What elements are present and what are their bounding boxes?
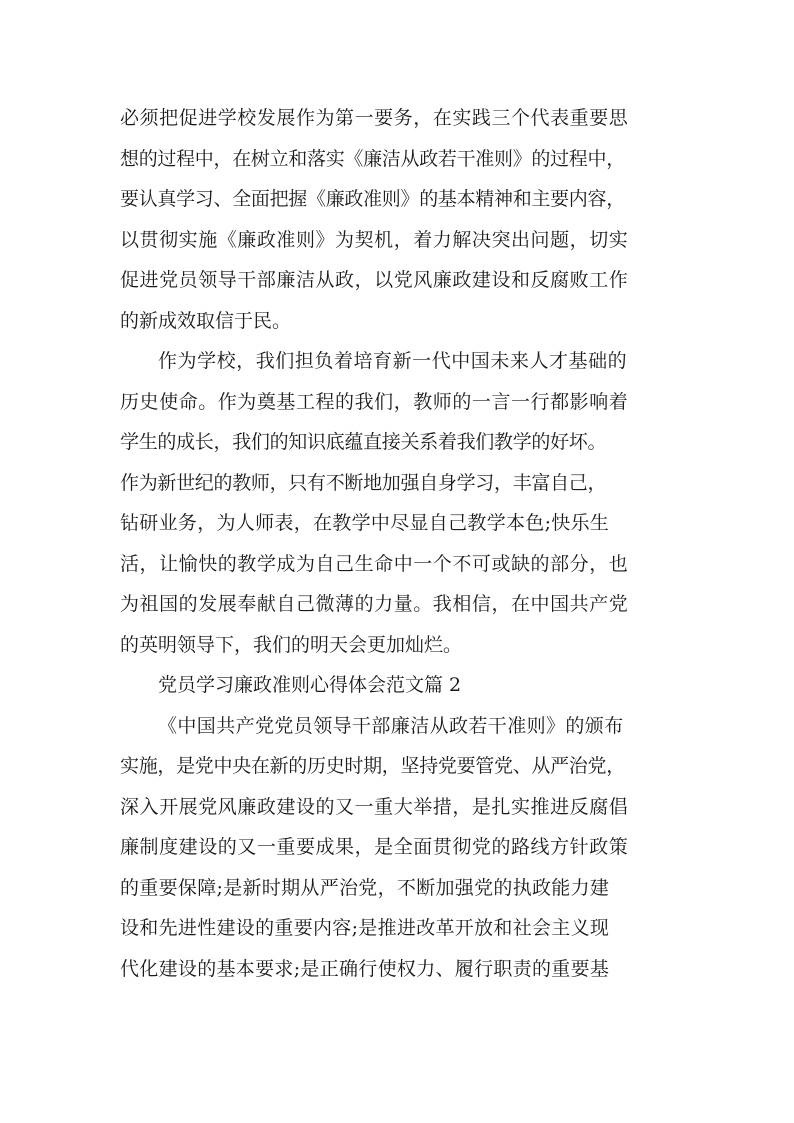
text-line: 以贯彻实施《廉政准则》为契机，着力解决突出问题，切实 (120, 228, 629, 251)
text-line: 活，让愉快的教学成为自己生命中一个不可或缺的部分，也 (120, 552, 629, 575)
text-line: 实施，是党中央在新的历史时期，坚持党要管党、从严治党， (120, 755, 625, 777)
text-line: 学生的成长，我们的知识底蕴直接关系着我们教学的好坏。 (120, 431, 607, 453)
text-line: 作为学校，我们担负着培育新一代中国未来人才基础的 (158, 350, 628, 372)
text-line: 历史使命。作为奠基工程的我们，教师的一言一行都影响着 (120, 390, 629, 413)
text-line: 促进党员领导干部廉洁从政，以党风廉政建设和反腐败工作 (120, 269, 629, 291)
text-line: 要认真学习、全面把握《廉政准则》的基本精神和主要内容， (120, 188, 625, 210)
section-heading: 党员学习廉政准则心得体会范文篇 2 (158, 674, 462, 696)
text-line: 设和先进性建设的重要内容;是推进改革开放和社会主义现 (120, 917, 610, 939)
document-body (120, 98, 680, 989)
text-line: 作为新世纪的教师，只有不断地加强自身学习，丰富自己， (120, 471, 607, 494)
text-line: 《中国共产党党员领导干部廉洁从政若干准则》的颁布 (158, 714, 624, 737)
text-line: 的重要保障;是新时期从严治党，不断加强党的执政能力建 (120, 876, 610, 899)
text-line: 必须把促进学校发展作为第一要务，在实践三个代表重要思 (120, 107, 629, 129)
text-line: 的新成效取信于民。 (120, 309, 292, 332)
text-line: 廉制度建设的又一重要成果，是全面贯彻党的路线方针政策 (120, 836, 629, 858)
text-line: 为祖国的发展奉献自己微薄的力量。我相信，在中国共产党 (120, 593, 629, 615)
text-line: 钻研业务，为人师表，在教学中尽显自己教学本色;快乐生 (120, 512, 610, 534)
text-line: 代化建设的基本要求;是正确行使权力、履行职责的重要基 (120, 957, 610, 980)
text-line: 想的过程中，在树立和落实《廉洁从政若干准则》的过程中， (120, 147, 625, 170)
text-line: 的英明领导下，我们的明天会更加灿烂。 (120, 633, 463, 656)
text-line: 深入开展党风廉政建设的又一重大举措，是扎实推进反腐倡 (120, 795, 629, 818)
